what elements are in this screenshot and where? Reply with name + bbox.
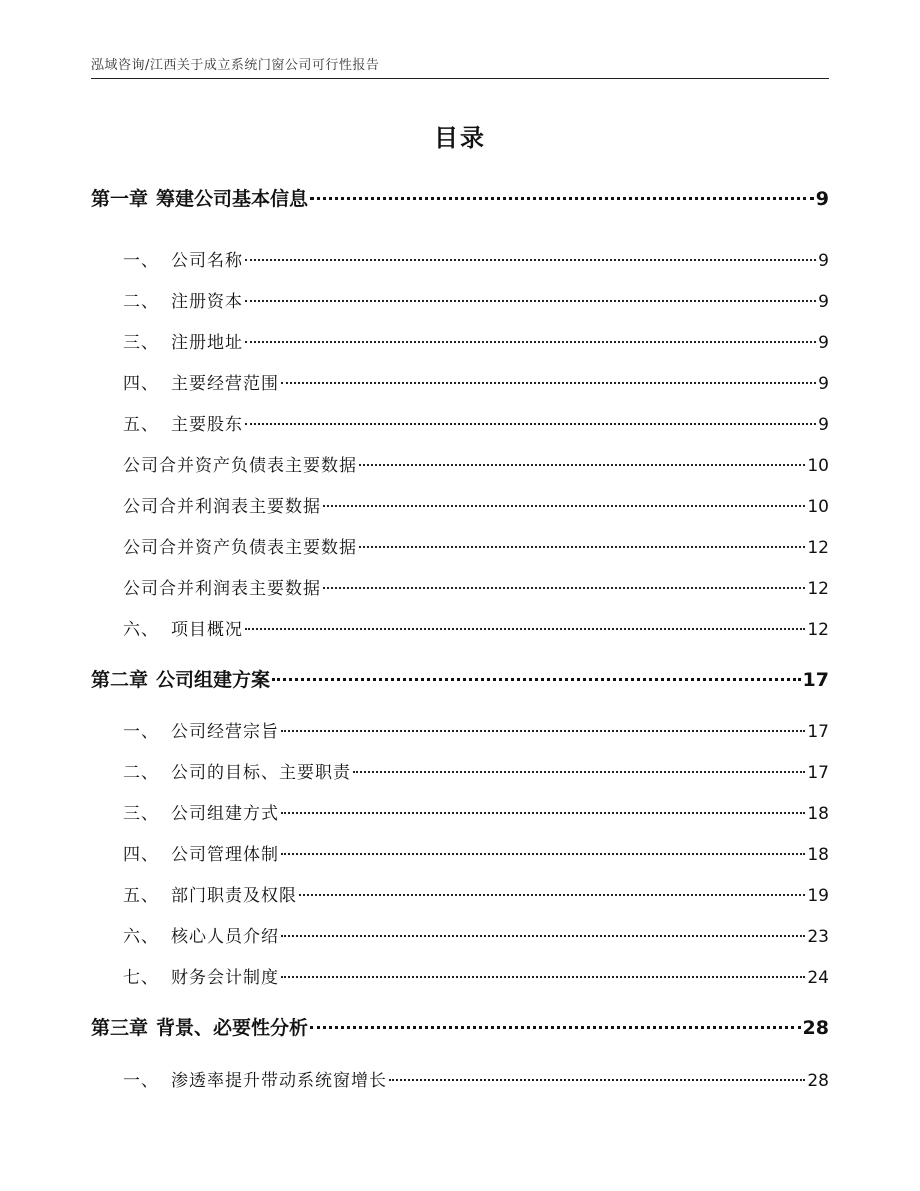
- toc-entry-number: 七、: [123, 968, 159, 988]
- toc-entry-page: 9: [818, 415, 829, 435]
- toc-section[interactable]: [91, 533, 829, 558]
- dot-leader: [245, 259, 816, 261]
- toc-section[interactable]: [91, 717, 829, 742]
- toc-entry-page: 10: [807, 456, 829, 476]
- toc-section[interactable]: [91, 574, 829, 599]
- dot-leader: [281, 935, 805, 937]
- toc-entry-number: 第三章: [91, 1017, 149, 1039]
- dot-leader: [323, 587, 805, 589]
- dot-leader: [272, 678, 801, 681]
- toc-entry-label: 公司合并资产负债表主要数据: [123, 538, 357, 558]
- toc-entry-label: 项目概况: [171, 620, 243, 640]
- toc-entry-label: 主要经营范围: [171, 374, 279, 394]
- toc-section[interactable]: [91, 410, 829, 435]
- header-divider: [91, 78, 829, 79]
- toc-entry-number: 一、: [123, 251, 159, 271]
- toc-entry-label: 公司组建方案: [156, 669, 271, 691]
- toc-entry-page: 12: [807, 579, 829, 599]
- toc-section[interactable]: [91, 451, 829, 476]
- toc-entry-label: 公司组建方式: [171, 804, 279, 824]
- dot-leader: [281, 976, 805, 978]
- toc-entry-label: 核心人员介绍: [171, 927, 279, 947]
- dot-leader: [245, 300, 816, 302]
- toc-chapter-3[interactable]: [91, 1013, 829, 1040]
- toc-entry-page: 9: [818, 251, 829, 271]
- toc-title: 目录: [434, 124, 486, 152]
- toc-entry-page: 18: [807, 804, 829, 824]
- toc-chapter-2[interactable]: [91, 665, 829, 692]
- toc-section[interactable]: [91, 369, 829, 394]
- dot-leader: [281, 730, 805, 732]
- toc-entry-number: 二、: [123, 292, 159, 312]
- dot-leader: [323, 505, 805, 507]
- toc-entry-page: 28: [802, 1017, 829, 1039]
- toc-entry-label: 部门职责及权限: [171, 886, 297, 906]
- dot-leader: [281, 853, 805, 855]
- toc-entry-number: 六、: [123, 927, 159, 947]
- running-header: 泓域咨询/江西关于成立系统门窗公司可行性报告: [91, 58, 380, 73]
- toc-entry-page: 24: [807, 968, 829, 988]
- toc-entry-page: 19: [807, 886, 829, 906]
- dot-leader: [281, 812, 805, 814]
- toc-entry-label: 公司经营宗旨: [171, 722, 279, 742]
- toc-entry-label: 财务会计制度: [171, 968, 279, 988]
- toc-entry-page: 23: [807, 927, 829, 947]
- toc-section[interactable]: [91, 963, 829, 988]
- toc-section[interactable]: [91, 492, 829, 517]
- toc-entry-label: 公司合并利润表主要数据: [123, 497, 321, 517]
- toc-entry-number: 四、: [123, 845, 159, 865]
- toc-entry-number: 六、: [123, 620, 159, 640]
- toc-section[interactable]: [91, 922, 829, 947]
- toc-entry-page: 12: [807, 620, 829, 640]
- toc-entry-page: 12: [807, 538, 829, 558]
- toc-entry-label: 公司合并利润表主要数据: [123, 579, 321, 599]
- toc-entry-label: 注册地址: [171, 333, 243, 353]
- toc-entry-number: 四、: [123, 374, 159, 394]
- toc-entry-label: 注册资本: [171, 292, 243, 312]
- toc-entry-number: 五、: [123, 886, 159, 906]
- dot-leader: [299, 894, 805, 896]
- toc-entry-number: 三、: [123, 333, 159, 353]
- toc-entry-label: 公司管理体制: [171, 845, 279, 865]
- toc-section[interactable]: [91, 881, 829, 906]
- dot-leader: [245, 341, 816, 343]
- toc-section[interactable]: [91, 328, 829, 353]
- toc-section[interactable]: [91, 1066, 829, 1091]
- dot-leader: [359, 546, 805, 548]
- toc-entry-page: 9: [818, 333, 829, 353]
- toc-entry-label: 渗透率提升带动系统窗增长: [171, 1071, 387, 1091]
- toc-entry-page: 28: [807, 1071, 829, 1091]
- toc-entry-page: 9: [818, 374, 829, 394]
- toc-entry-number: 一、: [123, 722, 159, 742]
- toc-entry-page: 17: [802, 669, 829, 691]
- toc-entry-number: 五、: [123, 415, 159, 435]
- toc-entry-number: 第二章: [91, 669, 149, 691]
- toc-entry-label: 公司的目标、主要职责: [171, 763, 351, 783]
- dot-leader: [389, 1079, 805, 1081]
- dot-leader: [359, 464, 805, 466]
- toc-section[interactable]: [91, 840, 829, 865]
- toc-entry-page: 10: [807, 497, 829, 517]
- toc-entry-page: 9: [818, 292, 829, 312]
- dot-leader: [310, 1026, 801, 1029]
- toc-section[interactable]: [91, 758, 829, 783]
- dot-leader: [310, 197, 814, 200]
- toc-entry-page: 17: [807, 763, 829, 783]
- toc-entry-label: 公司合并资产负债表主要数据: [123, 456, 357, 476]
- toc-section[interactable]: [91, 246, 829, 271]
- toc-entry-label: 主要股东: [171, 415, 243, 435]
- toc-entry-page: 18: [807, 845, 829, 865]
- toc-entry-label: 背景、必要性分析: [156, 1017, 309, 1039]
- dot-leader: [245, 423, 816, 425]
- dot-leader: [245, 628, 805, 630]
- toc-section[interactable]: [91, 287, 829, 312]
- toc-section[interactable]: [91, 615, 829, 640]
- dot-leader: [353, 771, 805, 773]
- toc-entry-number: 一、: [123, 1071, 159, 1091]
- toc-entry-number: 第一章: [91, 188, 149, 210]
- toc-entry-number: 二、: [123, 763, 159, 783]
- toc-entry-page: 9: [815, 188, 829, 210]
- dot-leader: [281, 382, 816, 384]
- toc-section[interactable]: [91, 799, 829, 824]
- toc-entry-page: 17: [807, 722, 829, 742]
- toc-entry-label: 公司名称: [171, 251, 243, 271]
- toc-entry-label: 筹建公司基本信息: [156, 188, 309, 210]
- toc-entry-number: 三、: [123, 804, 159, 824]
- toc-chapter-1[interactable]: [91, 184, 829, 211]
